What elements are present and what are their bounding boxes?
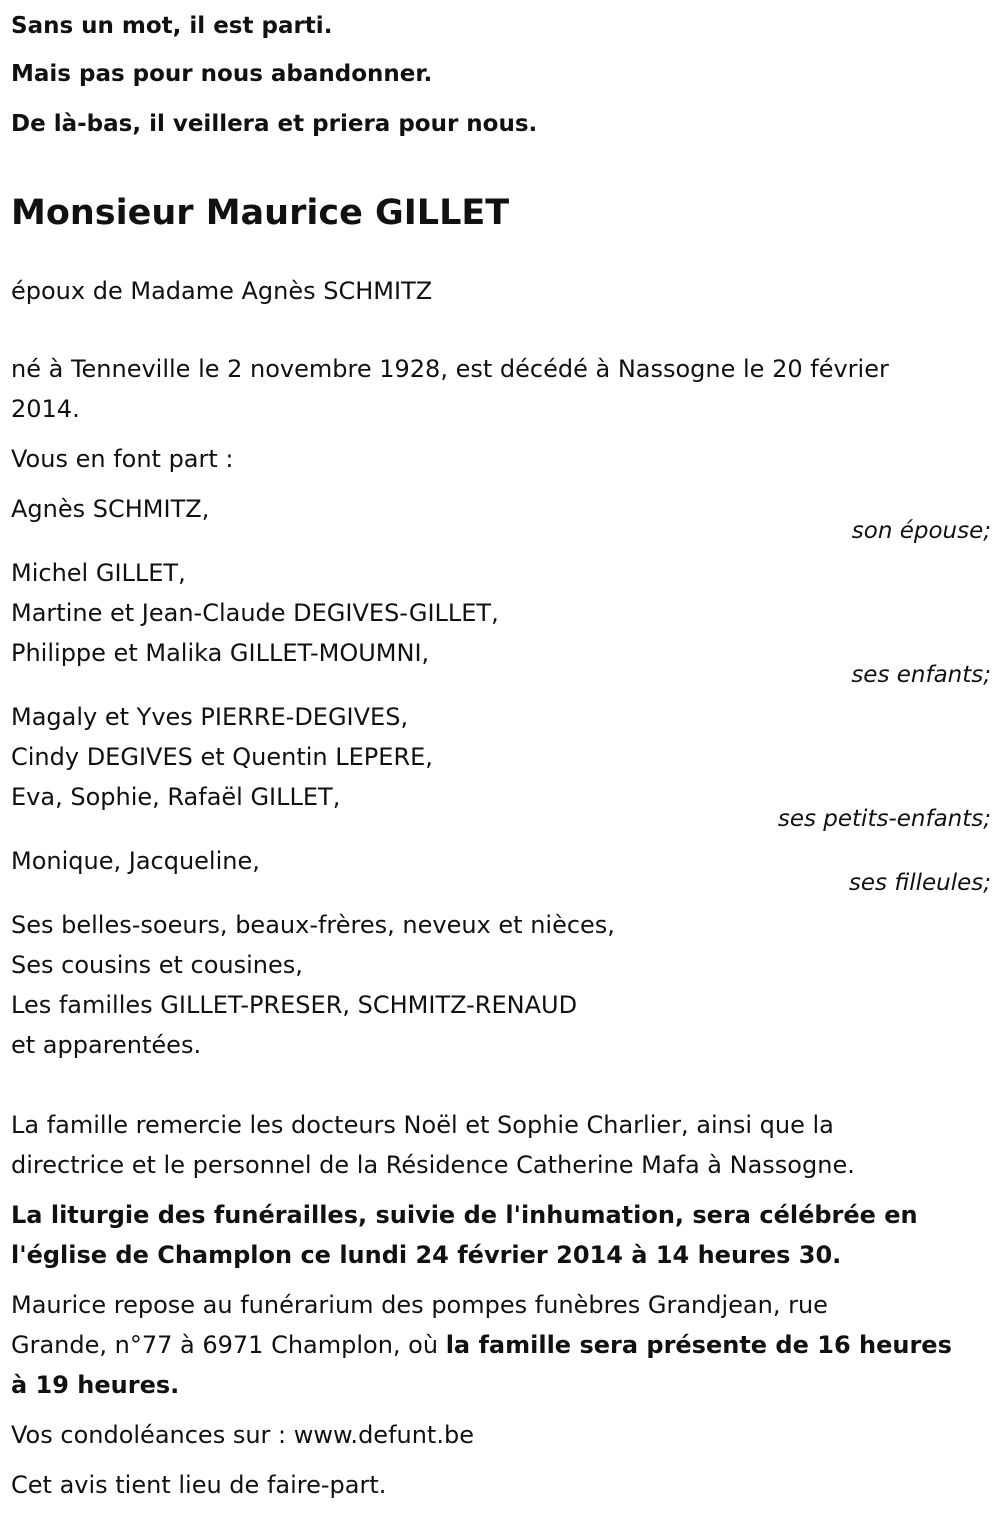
- rest-line-2-bold: la famille sera présente de 16 heures: [445, 1331, 952, 1359]
- extended-family: [11, 905, 991, 1065]
- relation-label: ses petits-enfants;: [777, 806, 991, 832]
- funeral-line-1: La liturgie des funérailles, suivie de l'inhumation, sera célébrée en: [11, 1201, 918, 1229]
- extended-family-line: Les familles GILLET-PRESER, SCHMITZ-RENAUD: [11, 991, 578, 1019]
- poem-line-2: Mais pas pour nous abandonner.: [11, 61, 433, 87]
- poem-line-1: Sans un mot, il est parti.: [11, 13, 333, 39]
- closing-line: Cet avis tient lieu de faire-part.: [11, 1471, 387, 1499]
- relation-label: ses filleules;: [848, 870, 991, 896]
- family-member: Michel GILLET,: [11, 559, 186, 587]
- rest-line-2: [11, 1325, 991, 1365]
- condolences-line: Vos condoléances sur : www.defunt.be: [11, 1421, 474, 1449]
- family-group-children: [11, 553, 991, 687]
- family-member: Eva, Sophie, Rafaël GILLET,: [11, 783, 341, 811]
- family-member: Agnès SCHMITZ,: [11, 495, 210, 523]
- relation-label: ses enfants;: [851, 662, 991, 688]
- spouse-line: époux de Madame Agnès SCHMITZ: [11, 277, 433, 305]
- rest-line-1: Maurice repose au funérarium des pompes funèbres Grandjean, rue: [11, 1291, 828, 1319]
- deceased-name: Monsieur Maurice GILLET: [11, 193, 510, 233]
- birth-death-line-2: 2014.: [11, 395, 80, 423]
- family-member: Monique, Jacqueline,: [11, 847, 260, 875]
- birth-death-line-1: né à Tenneville le 2 novembre 1928, est décédé à Nassogne le 20 février: [11, 355, 889, 383]
- family-member: Philippe et Malika GILLET-MOUMNI,: [11, 639, 430, 667]
- rest-line-2-normal: Grande, n°77 à 6971 Champlon, où: [11, 1331, 446, 1359]
- family-group-grandchildren: [11, 697, 991, 831]
- thanks-line-2: directrice et le personnel de la Résidence Catherine Mafa à Nassogne.: [11, 1151, 855, 1179]
- family-member: Martine et Jean-Claude DEGIVES-GILLET,: [11, 599, 499, 627]
- poem-line-3: De là-bas, il veillera et priera pour nous.: [11, 111, 538, 137]
- rest-line-3: à 19 heures.: [11, 1371, 180, 1399]
- announce-line: Vous en font part :: [11, 445, 234, 473]
- family-member: Magaly et Yves PIERRE-DEGIVES,: [11, 703, 409, 731]
- obituary-notice: [11, 0, 991, 1505]
- extended-family-line: et apparentées.: [11, 1031, 202, 1059]
- extended-family-line: Ses belles-soeurs, beaux-frères, neveux et nièces,: [11, 911, 615, 939]
- family-member: Cindy DEGIVES et Quentin LEPERE,: [11, 743, 433, 771]
- funeral-line-2: l'église de Champlon ce lundi 24 février 2014 à 14 heures 30.: [11, 1241, 842, 1269]
- extended-family-line: Ses cousins et cousines,: [11, 951, 303, 979]
- thanks-line-1: La famille remercie les docteurs Noël et Sophie Charlier, ainsi que la: [11, 1111, 834, 1139]
- family-group-goddaughters: [11, 841, 991, 895]
- family-group-spouse: [11, 489, 991, 543]
- relation-label: son épouse;: [851, 518, 991, 544]
